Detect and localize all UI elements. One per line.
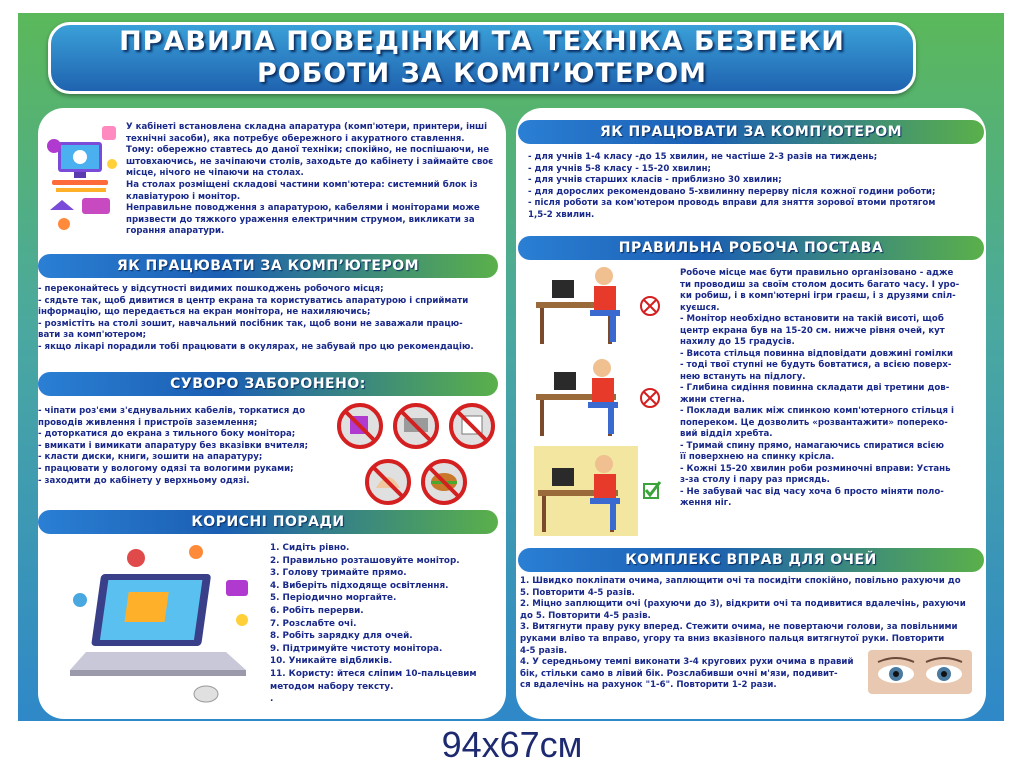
intro-text: У кабінеті встановлена складна апаратура (комп'ютери, принтери, інші технічні засоби), яка потребує обережного і акуратного ставлення. Тому: обережно ставтесь до даної техніки; спокійно, не поспішаючи, не штовхаючись, не зачіпаючи столів, заходьте до кабінету і займайте своє місце, нічого не чіпаючи на столах. На столах розміщені складові частини комп'ютера: системний блок із клавіатурою і монітор. Неправильне поводження з апаратурою, кабелями і моніторами може призвести до тяжкого ураження електричним струмом, викликати за горання апаратури. xyxy=(126,122,494,237)
title-line-2: РОБОТИ ЗА КОМП’ЮТЕРОМ xyxy=(256,58,708,89)
left-work-text: - переконайтесь у відсутності видимих пошкоджень робочого місця; - сядьте так, щоб дивитися в центр екрана та користуватись апаратурою і сприймати інформацію, що передається на екран монітора, не нахиляючись; - розмістіть на столі зошит, навчальний посібник так, щоб вони не заважали працю- вати за комп'ютером; - якщо лікарі порадили тобі працювати в окулярах, не забувай про цю рекомендацію. xyxy=(38,284,474,352)
title-banner xyxy=(48,22,916,94)
right-work-text: - для учнів 1-4 класу -до 15 хвилин, не частіше 2-3 разів на тиждень; - для учнів 5-8 класу - 15-20 хвилин; - для учнів старших класів - приблизно 30 хвилин; - для дорослих рекомендовано 5-хвилинну перерву після кожної години роботи; - після роботи за ком'ютером проводь вправи для зняття зорової втоми протягом 1,5-2 хвилин. xyxy=(528,152,936,220)
eyes-header: КОМПЛЕКС ВПРАВ ДЛЯ ОЧЕЙ xyxy=(518,548,984,572)
posture-illustration xyxy=(534,262,680,538)
eyes-photo xyxy=(868,650,972,694)
forbidden-header: СУВОРО ЗАБОРОНЕНО: xyxy=(38,372,498,396)
computer-security-illustration xyxy=(42,120,126,236)
right-work-header: ЯК ПРАЦЮВАТИ ЗА КОМП’ЮТЕРОМ xyxy=(518,120,984,144)
size-label: 94x67см xyxy=(441,724,583,765)
tips-text: 1. Сидіть рівно. 2. Правильно розташовуйте монітор. 3. Голову тримайте прямо. 4. Виберіть підходяще освітлення. 5. Періодично моргайте. 6. Робіть перерви. 7. Розслабте очі. 8. Робіть зарядку для очей. 9. Підтримуйте чистоту монітора. 10. Уникайте відбликів. 11. Користу: йтеся сліпим 10-пальцевим методом набору тексту. . xyxy=(270,543,477,705)
right-panel xyxy=(516,108,986,719)
forbidden-text: - чіпати роз'єми з'єднувальних кабелів, торкатися до проводів живлення і пристроїв заземлення; - доторкатися до екрана з тильного боку монітора; - вмикати і вимикати апаратуру без вказівки вчителя; - класти диски, книги, зошити на апаратуру; - працювати у вологому одязі та вологими руками; - заходити до кабінету у верхньому одязі. xyxy=(38,406,309,486)
tips-header: КОРИСНІ ПОРАДИ xyxy=(38,510,498,534)
title-line-1: ПРАВИЛА ПОВЕДІНКИ ТА ТЕХНІКА БЕЗПЕКИ xyxy=(119,26,845,57)
left-panel xyxy=(38,108,506,719)
forbidden-signs-icon xyxy=(334,402,500,508)
left-work-header: ЯК ПРАЦЮВАТИ ЗА КОМП’ЮТЕРОМ xyxy=(38,254,498,278)
eyes-text: 1. Швидко покліпати очима, заплющити очі та посидіти спокійно, повільно рахуючи до 5. Повторити 4-5 разів. 2. Міцно заплющити очі (рахуючи до 3), відкрити очі та подивитися вдалечінь, рахуючи до 5. Повторити 4-5 разів. 3. Витягнути праву руку вперед. Стежити очима, не повертаючи голови, за повільними руками вліво та вправо, угору та вниз вказівного пальця витягнутої руки. Повторити 4-5 разів. 4. У середньому темпі виконати 3-4 кругових рухи очима в правий бік, стільки само в лівий бік. Розслабивши очні м'язи, подивит- ся вдалечінь на рахунок "1-6". Повторити 1-2 рази. xyxy=(520,576,966,691)
posture-header: ПРАВИЛЬНА РОБОЧА ПОСТАВА xyxy=(518,236,984,260)
posture-text: Робоче місце має бути правильно організовано - адже ти проводиш за своїм столом досить багато часу. І уро- ки робиш, і в комп'ютерні ігри граєш, і з друзями спіл- куєшся. - Монітор необхідно встановити на такій висоті, щоб центр екрана був на 15-20 см. нижче рівня очей, кут нахилу до 15 градусів. - Висота стільця повинна відповідати довжині гомілки - тоді твої ступні не будуть бовтатися, а всією поверх- нею встануть на підлогу. - Глибина сидіння повинна складати дві третини дов- жини стегна. - Поклади валик між спинкою комп'ютерного стільця і попереком. Це дозволить «розвантажити» попереко- вий відділ хребта. - Тримай спину прямо, намагаючись спиратися всією її поверхнею на спинку крісла. - Кожні 15-20 хвилин роби розминочні вправи: Устань з-за столу і пару раз присядь. - Не забувай час від часу хоча б просто міняти поло- ження ніг. xyxy=(680,268,960,508)
laptop-illustration xyxy=(66,540,262,706)
